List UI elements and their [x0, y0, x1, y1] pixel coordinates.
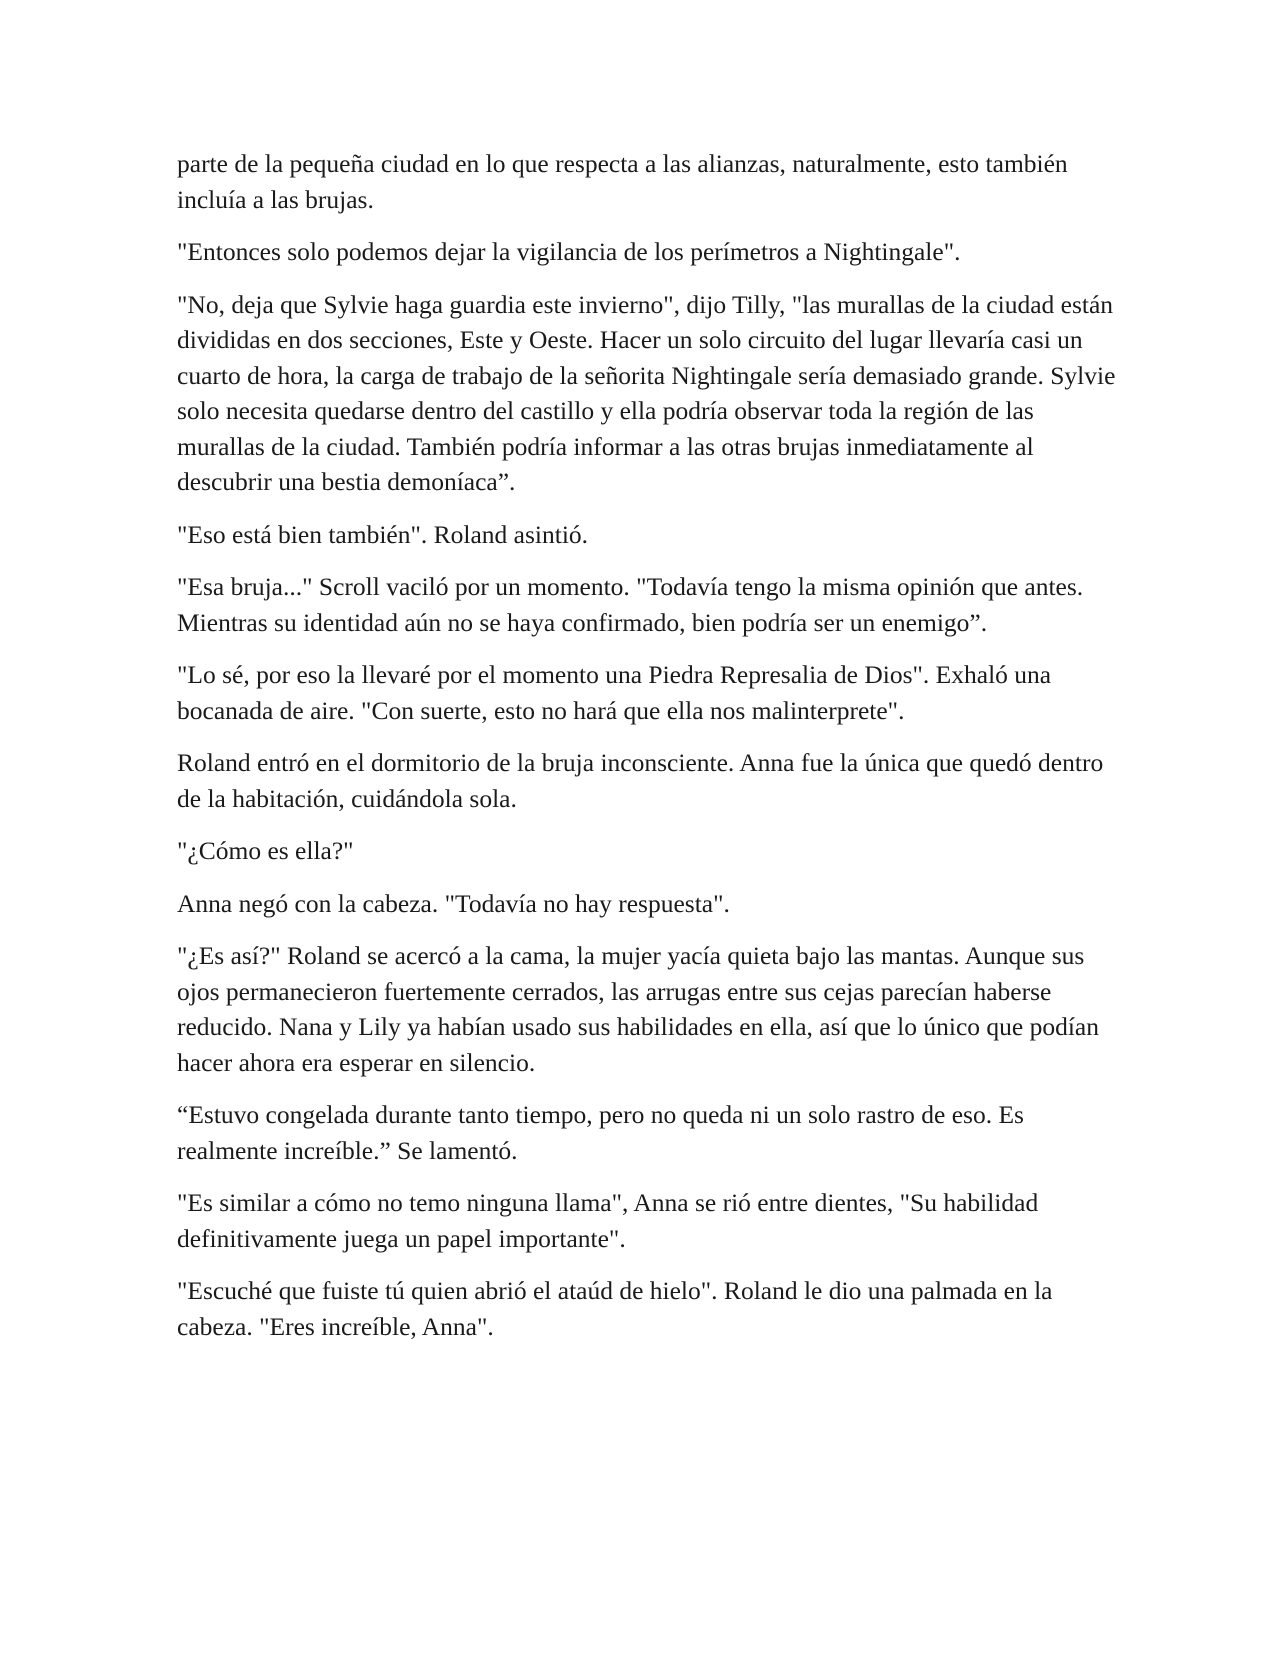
paragraph: "Esa bruja..." Scroll vaciló por un momento. "Todavía tengo la misma opinión que antes. Mientras su identidad aún no se haya confirmado, bien podría ser un enemigo”. — [177, 572, 1084, 637]
paragraph: “Estuvo congelada durante tanto tiempo, pero no queda ni un solo rastro de eso. Es realmente increíble.” Se lamentó. — [177, 1100, 1024, 1165]
paragraph: "Es similar a cómo no temo ninguna llama", Anna se rió entre dientes, "Su habilidad definitivamente juega un papel importante". — [177, 1188, 1039, 1253]
paragraph: "Entonces solo podemos dejar la vigilancia de los perímetros a Nightingale". — [177, 237, 961, 266]
paragraph: "Eso está bien también". Roland asintió. — [177, 519, 589, 549]
paragraph: "Lo sé, por eso la llevaré por el momento una Piedra Represalia de Dios". Exhaló una bocanada de aire. "Con suerte, esto no hará que ella nos malinterprete". — [177, 660, 1052, 725]
paragraph: Roland entró en el dormitorio de la bruja inconsciente. Anna fue la única que quedó dentro de la habitación, cuidándola sola. — [177, 748, 1104, 813]
paragraph: "No, deja que Sylvie haga guardia este invierno", dijo Tilly, "las murallas de la ciudad están divididas en dos secciones, Este y Oeste. Hacer un solo circuito del lugar llevaría casi un cuarto de hora, la carga de trabajo de la señorita Nightingale sería demasiado grande. Sylvie solo necesita quedarse dentro del castillo y ella podría observar toda la región de las murallas de la ciudad. También podría informar a las otras brujas inmediatamente al descubrir una bestia demoníaca”. — [177, 289, 1116, 496]
text-body — [177, 146, 1117, 1361]
paragraph: "¿Es así?" Roland se acercó a la cama, la mujer yacía quieta bajo las mantas. Aunque sus ojos permanecieron fuertemente cerrados, las arrugas entre sus cejas parecían haberse reducido. Nana y Lily ya habían usado sus habilidades en ella, así que lo único que podían hacer ahora era esperar en silencio. — [177, 941, 1099, 1077]
paragraph: "Escuché que fuiste tú quien abrió el ataúd de hielo". Roland le dio una palmada en la cabeza. "Eres increíble, Anna". — [177, 1276, 1053, 1341]
paragraph: "¿Cómo es ella?" — [177, 836, 354, 865]
paragraph: Anna negó con la cabeza. "Todavía no hay respuesta". — [177, 888, 730, 918]
paragraph: parte de la pequeña ciudad en lo que respecta a las alianzas, naturalmente, esto también incluía a las brujas. — [177, 149, 1068, 214]
